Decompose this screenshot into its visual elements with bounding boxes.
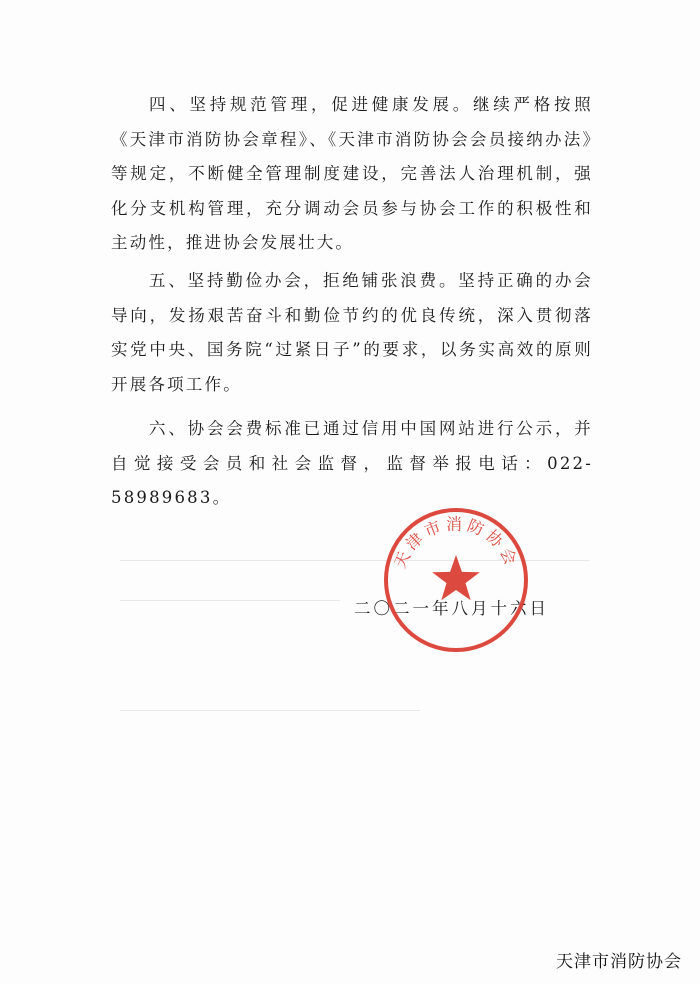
watermark-label: 天津市消防协会 xyxy=(556,952,682,972)
scan-artifact xyxy=(120,600,340,601)
seal-graphic xyxy=(381,505,531,655)
seal-text: 天津市消防协会 xyxy=(390,514,522,572)
paragraph-4: 四、坚持规范管理，促进健康发展。继续严格按照《天津市消防协会章程》、《天津市消防协会会员接纳办法》等规定，不断健全管理制度建设，完善法人治理机制，强化分支机构管理，充分调动会员参与协会工作的积极性和主动性，推进协会发展壮大。 xyxy=(111,95,593,252)
scan-artifact xyxy=(120,710,420,711)
seal-star-icon xyxy=(432,555,480,600)
signature-date: 二〇二一年八月十六日 xyxy=(354,599,549,618)
official-seal xyxy=(381,505,531,655)
paragraph-5: 五、坚持勤俭办会，拒绝铺张浪费。坚持正确的办会导向，发扬艰苦奋斗和勤俭节约的优良传统，深入贯彻落实党中央、国务院“过紧日子”的要求，以务实高效的原则开展各项工作。 xyxy=(111,271,593,394)
paragraph-6: 六、协会会费标准已通过信用中国网站进行公示，并自觉接受会员和社会监督，监督举报电话：022-58989683。 xyxy=(111,419,593,507)
